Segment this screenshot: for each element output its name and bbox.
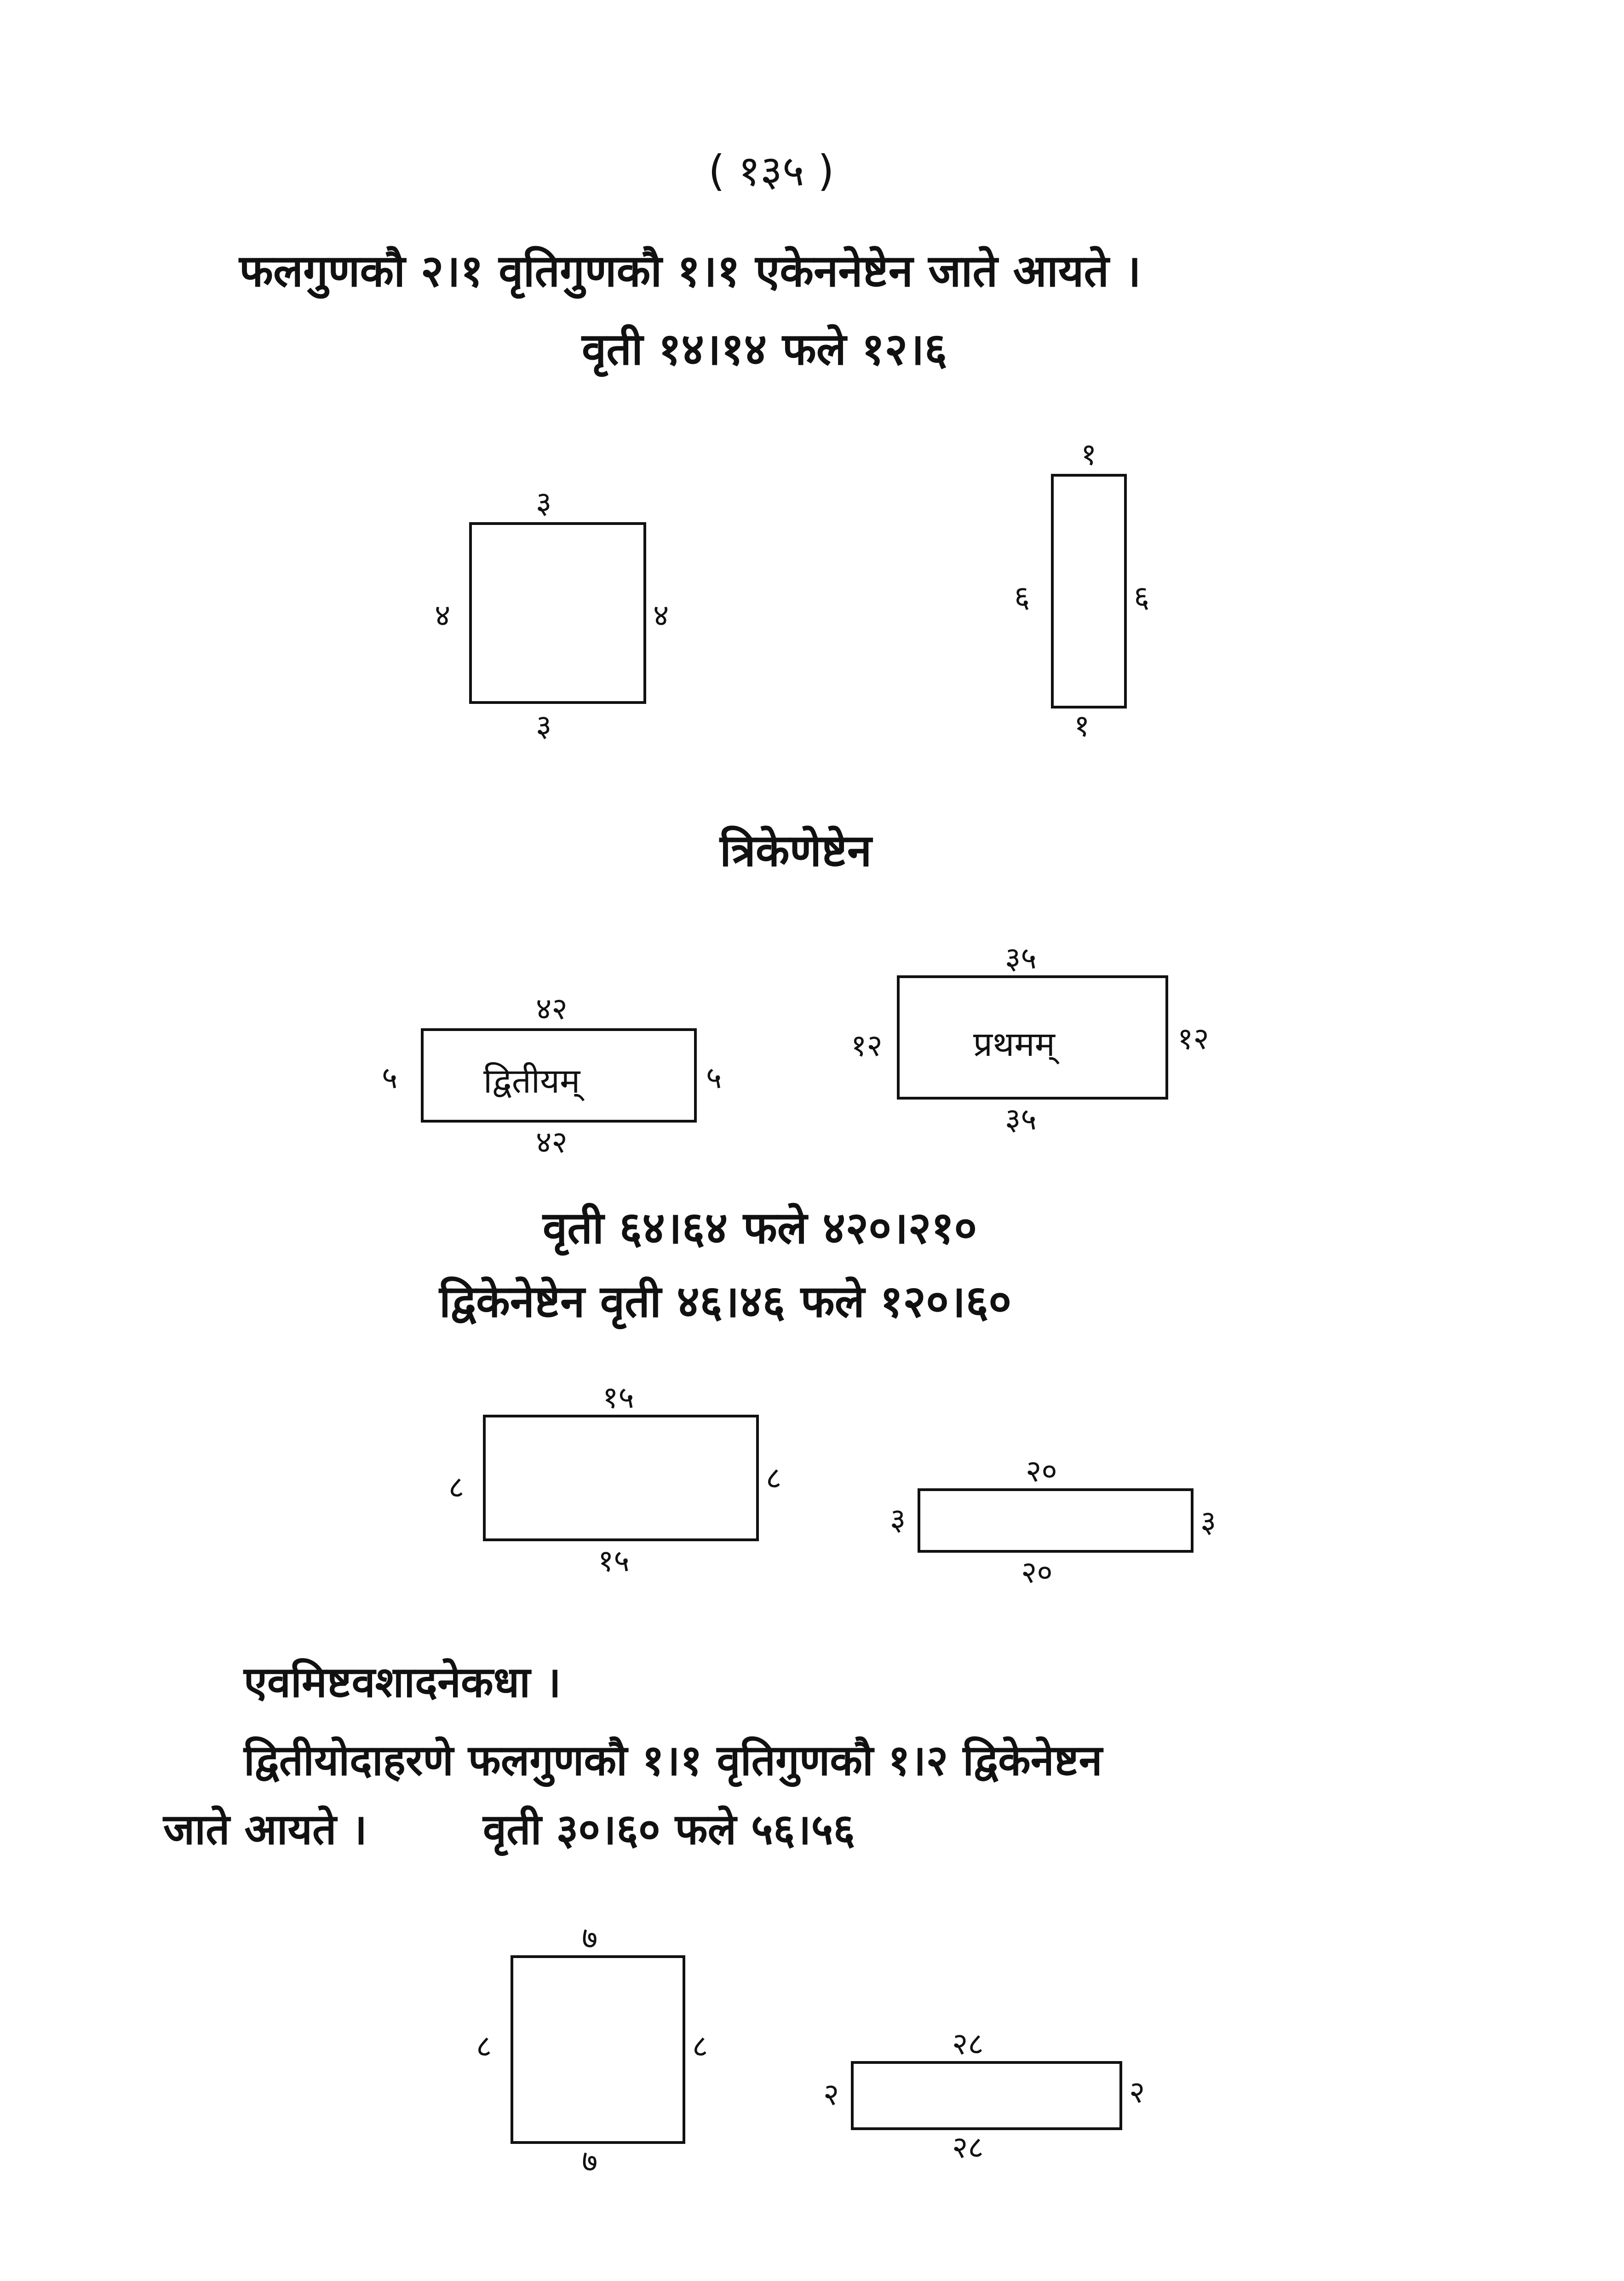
rectangle-caption: द्वितीयम्	[483, 1061, 580, 1101]
line-5: एवमिष्टवशादनेकधा ।	[244, 1658, 562, 1707]
side-label-bottom: २०	[1021, 1555, 1053, 1590]
side-label-right: १२	[1177, 1021, 1209, 1056]
side-label-right: ४	[653, 598, 669, 633]
side-label-top: २८	[952, 2026, 984, 2062]
side-label-top: २०	[1026, 1453, 1057, 1489]
section-heading: त्रिकेणेष्टेन	[720, 825, 872, 876]
side-label-top: ३	[536, 485, 552, 520]
side-label-top: ४२	[536, 991, 568, 1026]
rectangle-b	[1051, 474, 1127, 708]
side-label-left: ३	[890, 1502, 906, 1537]
side-label-left: ८	[448, 1469, 465, 1505]
line-7b: वृती ३०।६० फले ५६।५६	[483, 1805, 855, 1854]
side-label-bottom: ७	[582, 2143, 598, 2179]
side-label-bottom: १	[1074, 708, 1090, 743]
side-label-bottom: ३५	[1005, 1101, 1037, 1137]
line-2: वृती १४।१४ फले १२।६	[582, 323, 947, 375]
side-label-left: १२	[851, 1028, 883, 1063]
line-7a: जाते आयते ।	[163, 1805, 367, 1854]
side-label-top: ७	[582, 1920, 598, 1956]
side-label-bottom: ३	[536, 708, 552, 743]
side-label-top: १	[1081, 437, 1097, 472]
side-label-left: २	[823, 2077, 839, 2112]
line-3: वृती ६४।६४ फले ४२०।२१०	[543, 1202, 977, 1254]
side-label-left: ६	[1014, 579, 1030, 615]
side-label-right: ८	[766, 1460, 782, 1496]
side-label-right: २	[1129, 2074, 1145, 2110]
side-label-left: ४	[435, 598, 451, 633]
rectangle-a	[511, 1955, 685, 2144]
side-label-bottom: ४२	[536, 1124, 568, 1160]
side-label-bottom: १५	[598, 1543, 630, 1578]
rectangle-a	[469, 522, 646, 704]
side-label-right: ५	[706, 1060, 722, 1095]
page-number: ( १३५ )	[708, 146, 834, 196]
side-label-top: ३५	[1005, 940, 1037, 976]
side-label-top: १५	[603, 1380, 634, 1415]
rectangle-a	[483, 1415, 759, 1541]
rectangle-second	[421, 1028, 697, 1123]
side-label-left: ८	[476, 2028, 492, 2064]
side-label-left: ५	[382, 1060, 398, 1095]
side-label-right: ६	[1134, 579, 1150, 615]
side-label-bottom: २८	[952, 2130, 984, 2165]
side-label-right: ८	[692, 2028, 708, 2064]
rectangle-b	[918, 1488, 1194, 1553]
line-6: द्वितीयोदाहरणे फलगुणकौ १।१ वृतिगुणकौ १।२ द्विकेनेष्टन	[244, 1736, 1102, 1785]
side-label-right: ३	[1200, 1504, 1217, 1539]
rectangle-first	[897, 975, 1168, 1100]
rectangle-b	[851, 2061, 1122, 2130]
line-1: फलगुणकौ २।१ वृतिगुणकौ १।१ एकेननेष्टेन जाते आयते ।	[239, 245, 1141, 297]
rectangle-caption: प्रथमम्	[973, 1025, 1055, 1064]
line-4: द्विकेनेष्टेन वृती ४६।४६ फले १२०।६०	[439, 1276, 1012, 1327]
